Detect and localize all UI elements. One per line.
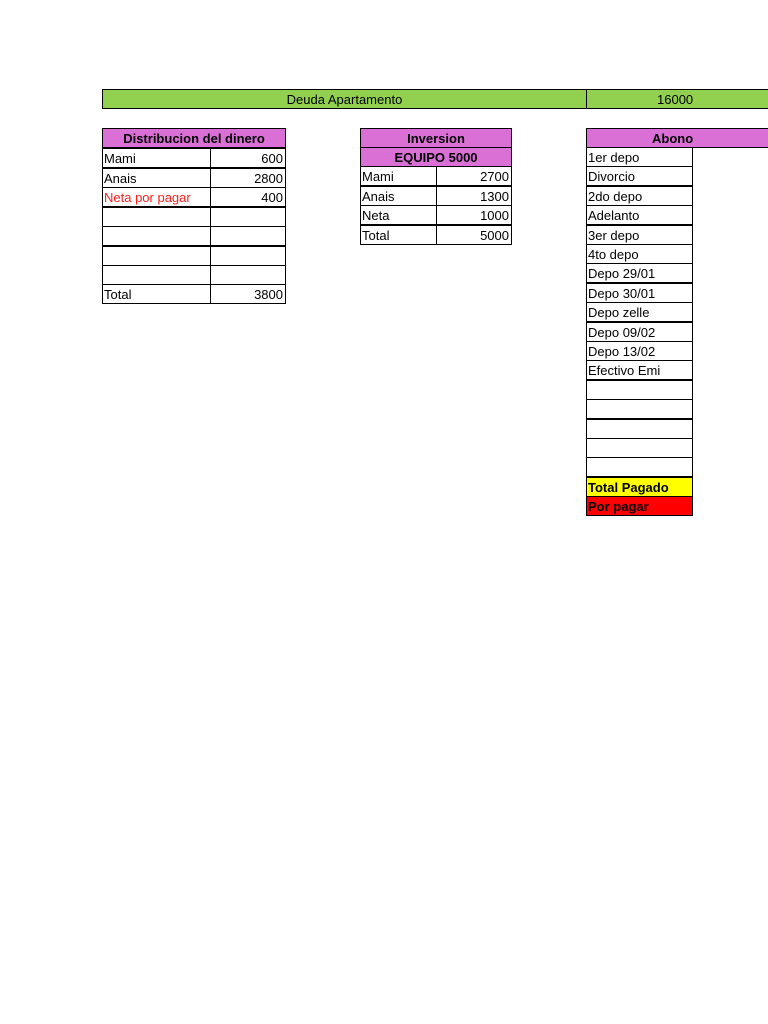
inversion-value-cell[interactable]: 5000 xyxy=(436,225,512,245)
abono-row[interactable]: Depo 13/02 xyxy=(586,341,693,361)
abono-row[interactable] xyxy=(586,399,693,419)
distribucion-value-cell[interactable] xyxy=(210,226,286,246)
distribucion-name-cell[interactable] xyxy=(102,226,211,246)
distribucion-value-cell[interactable]: 2800 xyxy=(210,168,286,188)
distribucion-value-cell[interactable] xyxy=(210,265,286,285)
abono-row[interactable]: Depo 29/01 xyxy=(586,263,693,283)
distribucion-value-cell[interactable]: 600 xyxy=(210,148,286,168)
distribucion-total-value[interactable]: 3800 xyxy=(210,284,286,304)
banner-label[interactable]: Deuda Apartamento xyxy=(102,89,587,109)
inversion-value-cell[interactable]: 2700 xyxy=(436,166,512,186)
abono-total-pagado[interactable]: Total Pagado xyxy=(586,477,693,497)
abono-row[interactable] xyxy=(586,419,693,439)
inversion-name-cell[interactable]: Anais xyxy=(360,186,437,206)
inversion-value-cell[interactable]: 1300 xyxy=(436,186,512,206)
banner-value[interactable]: 16000 xyxy=(587,89,768,109)
inversion-name-cell[interactable]: Neta xyxy=(360,205,437,225)
distribucion-value-cell[interactable]: 400 xyxy=(210,187,286,207)
distribucion-name-cell[interactable]: Mami xyxy=(102,148,211,168)
inversion-name-cell[interactable]: Total xyxy=(360,225,437,245)
abono-por-pagar[interactable]: Por pagar xyxy=(586,496,693,516)
distribucion-value-cell[interactable] xyxy=(210,246,286,266)
abono-row[interactable]: Depo zelle xyxy=(586,302,693,322)
abono-row[interactable]: Depo 30/01 xyxy=(586,283,693,303)
abono-row[interactable]: 3er depo xyxy=(586,225,693,245)
abono-row[interactable]: 4to depo xyxy=(586,244,693,264)
inversion-subtitle[interactable]: EQUIPO 5000 xyxy=(360,147,512,167)
distribucion-value-cell[interactable] xyxy=(210,207,286,227)
abono-row[interactable]: Efectivo Emi xyxy=(586,360,693,380)
distribucion-name-cell[interactable]: Neta por pagar xyxy=(102,187,211,207)
inversion-name-cell[interactable]: Mami xyxy=(360,166,437,186)
abono-row[interactable]: Adelanto xyxy=(586,205,693,225)
abono-row[interactable] xyxy=(586,457,693,477)
abono-row[interactable]: Divorcio xyxy=(586,166,693,186)
abono-row[interactable] xyxy=(586,380,693,400)
distribucion-title[interactable]: Distribucion del dinero xyxy=(102,128,286,148)
abono-row[interactable]: 1er depo xyxy=(586,147,693,167)
abono-row[interactable]: 2do depo xyxy=(586,186,693,206)
distribucion-name-cell[interactable] xyxy=(102,265,211,285)
distribucion-name-cell[interactable]: Anais xyxy=(102,168,211,188)
abono-row[interactable] xyxy=(586,438,693,458)
distribucion-name-cell[interactable] xyxy=(102,246,211,266)
inversion-title[interactable]: Inversion xyxy=(360,128,512,148)
distribucion-total-label[interactable]: Total xyxy=(102,284,211,304)
inversion-value-cell[interactable]: 1000 xyxy=(436,205,512,225)
abono-title[interactable]: Abono xyxy=(586,128,768,148)
abono-row[interactable]: Depo 09/02 xyxy=(586,322,693,342)
distribucion-name-cell[interactable] xyxy=(102,207,211,227)
